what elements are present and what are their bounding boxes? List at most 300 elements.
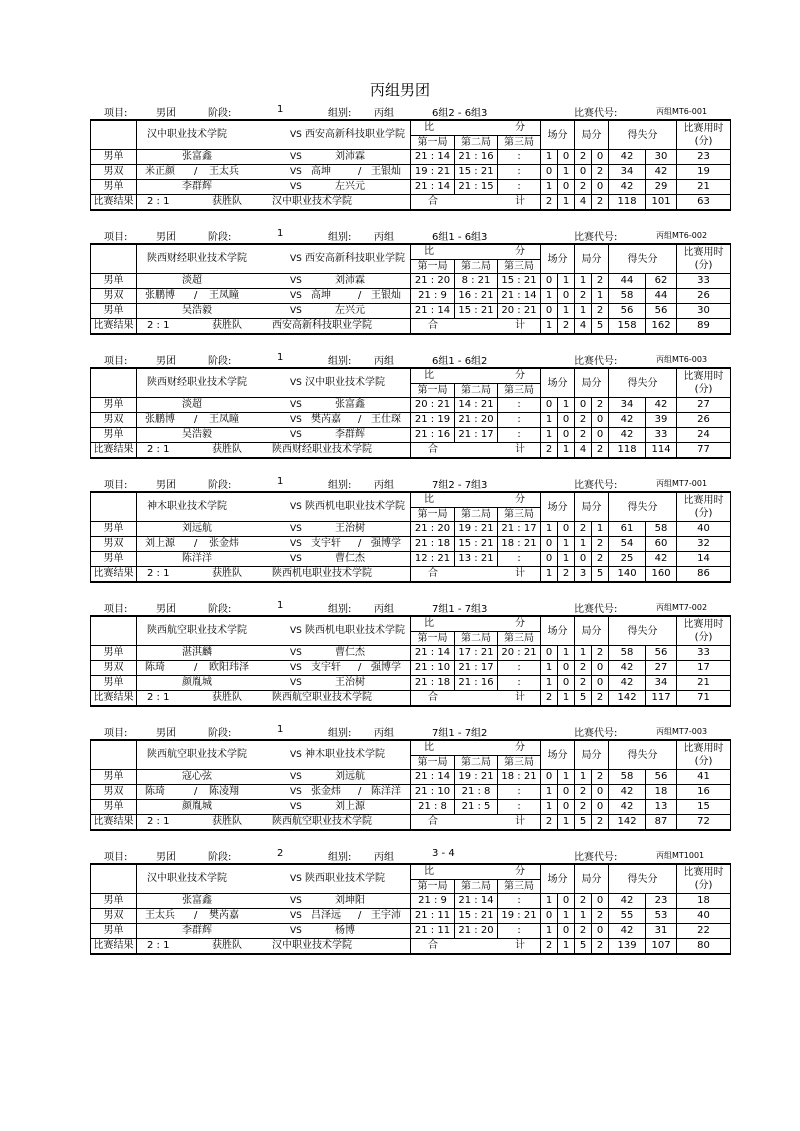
match-block [90,228,724,338]
match-code-value: 丙组MT6-001 [656,107,708,116]
games-won-b: 0 [592,428,609,443]
total-games-a: 3 [575,567,592,583]
total-games-b: 2 [592,939,609,955]
matches-won-a: 1 [541,428,558,443]
matches-won-b: 1 [558,304,575,319]
team-b-name: 陕西机电职业技术学院 [305,625,405,636]
player-b2: 陈洋洋 [371,786,401,797]
matches-won-a: 0 [541,165,558,180]
matches-won-b: 0 [558,522,575,537]
matches-won-a: 0 [541,304,558,319]
separator: / [194,166,198,177]
result-label: 比赛结果 [91,939,137,955]
total-points-b: 162 [646,319,677,335]
match-block [90,724,724,834]
game2-score: 21 : 17 [455,661,498,676]
result-cell [137,939,411,955]
score-header [411,616,541,631]
score-header-bi: 比 [424,618,434,630]
game2-score: 14 : 21 [455,398,498,413]
event-cell: 男单 [91,894,137,909]
duration-header [677,616,731,646]
group-label: 组别: [328,852,352,863]
total-matches-a: 2 [541,815,558,831]
total-cell [411,195,541,211]
games-won-a: 2 [575,180,592,195]
players-cell [137,165,411,180]
player-b: 杨博 [335,925,355,936]
game3-score: : [498,894,541,909]
game2-score: 21 : 14 [455,894,498,909]
score-header [411,120,541,135]
player-a: 张富鑫 [182,151,212,162]
matches-won-a: 1 [541,661,558,676]
match-code-value: 丙组MT7-003 [656,727,708,736]
total-duration: 71 [677,691,731,707]
games-won-b: 0 [592,924,609,939]
points-b: 44 [646,289,677,304]
result-cell [137,815,411,831]
matches-won-a: 1 [541,180,558,195]
points-a: 61 [609,522,646,537]
score-header-bi: 比 [424,866,434,878]
vs-label: VS [290,502,302,512]
games-won-b: 0 [592,894,609,909]
table-row [91,165,731,180]
event-cell: 男单 [91,676,137,691]
total-points-a: 118 [609,195,646,211]
result-row [91,443,731,459]
event-cell: 男单 [91,274,137,289]
game2-score: 15 : 21 [455,537,498,552]
matches-won-b: 0 [558,894,575,909]
match-block [90,600,724,710]
matches-won-header: 场分 [541,120,575,150]
duration-header-unit: (分) [694,880,713,891]
total-points-a: 158 [609,319,646,335]
points-header: 得失分 [609,368,677,398]
players-cell [137,274,411,289]
game3-score: : [498,180,541,195]
match-code-label: 比赛代号: [574,356,618,367]
duration-header-label: 比赛用时 [683,495,724,506]
duration-value: 41 [677,770,731,785]
total-ji: 计 [515,940,525,951]
total-points-a: 142 [609,691,646,707]
team-a-name: 陕西航空职业技术学院 [147,749,247,760]
players-cell [137,289,411,304]
player-a2: 王凤瞳 [209,290,239,301]
table-row [91,770,731,785]
score-header-fen: 分 [515,618,525,630]
result-row [91,691,731,707]
points-a: 58 [609,646,646,661]
stage-value: 1 [277,104,284,115]
match-table [90,615,731,707]
game3-score: : [498,785,541,800]
winner-name: 陕西机电职业技术学院 [272,568,372,579]
points-b: 62 [646,274,677,289]
game1-header: 第一局 [411,755,455,770]
games-won-b: 0 [592,800,609,815]
total-matches-b: 1 [558,939,575,955]
table-row [91,537,731,552]
winner-label: 获胜队 [212,320,242,331]
table-row [91,676,731,691]
match-code-value: 丙组MT1001 [656,851,705,860]
duration-header-label: 比赛用时 [683,619,724,630]
games-won-b: 2 [592,165,609,180]
total-matches-a: 2 [541,691,558,707]
matches-won-a: 1 [541,289,558,304]
total-games-a: 5 [575,815,592,831]
player-a: 张富鑫 [182,895,212,906]
score-header-bi: 比 [424,370,434,382]
table-row [91,304,731,319]
game2-score: 15 : 21 [455,304,498,319]
points-a: 42 [609,413,646,428]
project-value: 男团 [156,108,176,119]
total-ji: 计 [515,320,525,331]
group-value: 丙组 [374,232,394,243]
total-points-a: 140 [609,567,646,583]
points-b: 34 [646,676,677,691]
event-cell: 男双 [91,661,137,676]
games-won-a: 2 [575,522,592,537]
winner-name: 陕西财经职业技术学院 [272,444,372,455]
matches-won-a: 0 [541,398,558,413]
duration-header [677,740,731,770]
matches-won-b: 1 [558,398,575,413]
total-matches-b: 2 [558,567,575,583]
separator: / [358,662,362,673]
games-won-b: 0 [592,150,609,165]
game3-score: : [498,552,541,567]
points-a: 55 [609,909,646,924]
total-duration: 77 [677,443,731,459]
duration-value: 32 [677,537,731,552]
player-a: 李群辉 [182,925,212,936]
result-label: 比赛结果 [91,443,137,459]
project-value: 男团 [156,728,176,739]
game2-score: 17 : 21 [455,646,498,661]
matches-won-a: 0 [541,909,558,924]
total-games-a: 4 [575,195,592,211]
points-a: 34 [609,398,646,413]
table-row [91,522,731,537]
player-b2: 强博学 [371,538,401,549]
duration-value: 17 [677,661,731,676]
total-points-b: 101 [646,195,677,211]
game1-header: 第一局 [411,631,455,646]
group-value: 丙组 [374,852,394,863]
players-cell [137,676,411,691]
player-b1: 支宇轩 [311,662,341,673]
winner-label: 获胜队 [212,816,242,827]
winner-label: 获胜队 [212,568,242,579]
duration-value: 40 [677,909,731,924]
game1-score: 20 : 21 [411,398,455,413]
duration-value: 24 [677,428,731,443]
players-cell [137,785,411,800]
match-code-value: 丙组MT6-003 [656,355,708,364]
match-block [90,352,724,462]
points-a: 44 [609,274,646,289]
event-cell: 男单 [91,398,137,413]
winner-name: 陕西航空职业技术学院 [272,816,372,827]
points-b: 42 [646,398,677,413]
games-won-header: 局分 [575,492,609,522]
points-b: 53 [646,909,677,924]
points-a: 42 [609,785,646,800]
duration-header [677,244,731,274]
team-a-name: 汉中职业技术学院 [147,129,227,140]
games-won-b: 1 [592,289,609,304]
games-won-b: 2 [592,909,609,924]
duration-value: 16 [677,785,731,800]
separator: / [358,414,362,425]
duration-value: 18 [677,894,731,909]
total-cell [411,691,541,707]
match-block [90,104,724,214]
match-code-label: 比赛代号: [574,728,618,739]
result-cell [137,443,411,459]
game1-score: 21 : 19 [411,413,455,428]
winner-name: 陕西航空职业技术学院 [272,692,372,703]
player-a: 刘远航 [182,523,212,534]
player-b: 左兴元 [335,181,365,192]
game1-score: 19 : 21 [411,165,455,180]
pairing-value: 7组1 - 7组2 [432,728,488,739]
duration-value: 27 [677,398,731,413]
games-won-b: 2 [592,537,609,552]
total-points-a: 142 [609,815,646,831]
winner-name: 西安高新科技职业学院 [272,320,372,331]
matches-won-a: 1 [541,924,558,939]
vs-label: VS [290,524,302,534]
player-b: 左兴元 [335,305,365,316]
matches-won-a: 1 [541,413,558,428]
player-a: 陈洋洋 [182,553,212,564]
event-cell: 男单 [91,180,137,195]
player-b1: 高坤 [311,166,331,177]
player-b2: 强博学 [371,662,401,673]
match-table [90,491,731,583]
players-cell [137,894,411,909]
players-cell [137,537,411,552]
stage-value: 1 [277,600,284,611]
table-row [91,661,731,676]
points-b: 31 [646,924,677,939]
total-points-b: 87 [646,815,677,831]
game1-score: 21 : 8 [411,800,455,815]
player-b1: 吕泽远 [311,910,341,921]
game2-score: 19 : 21 [455,770,498,785]
total-matches-b: 1 [558,195,575,211]
teams-cell [137,864,411,894]
total-ji: 计 [515,444,525,455]
table-row [91,924,731,939]
game2-score: 19 : 21 [455,522,498,537]
stage-value: 1 [277,476,284,487]
total-games-a: 5 [575,691,592,707]
total-cell [411,815,541,831]
player-b: 刘沛霖 [335,151,365,162]
total-matches-b: 1 [558,443,575,459]
games-won-a: 2 [575,785,592,800]
table-row [91,646,731,661]
project-value: 男团 [156,356,176,367]
table-row [91,552,731,567]
result-score: 2 : 1 [147,320,170,331]
table-row [91,428,731,443]
total-matches-b: 1 [558,691,575,707]
vs-label: VS [290,152,302,162]
games-won-a: 2 [575,800,592,815]
matches-won-b: 1 [558,165,575,180]
player-b2: 王银灿 [371,290,401,301]
team-b-name: 西安高新科技职业学院 [305,253,405,264]
table-row [91,894,731,909]
games-won-a: 1 [575,274,592,289]
match-code-label: 比赛代号: [574,108,618,119]
game3-header: 第三局 [498,259,541,274]
duration-value: 22 [677,924,731,939]
game3-header: 第三局 [498,879,541,894]
teams-cell [137,740,411,770]
game2-score: 15 : 21 [455,165,498,180]
player-a: 寇心弦 [182,771,212,782]
total-duration: 63 [677,195,731,211]
total-games-a: 5 [575,939,592,955]
game1-header: 第一局 [411,507,455,522]
matches-won-a: 1 [541,150,558,165]
duration-value: 21 [677,676,731,691]
vs-label: VS [290,787,302,797]
game2-score: 21 : 17 [455,428,498,443]
points-a: 42 [609,894,646,909]
duration-header-label: 比赛用时 [683,371,724,382]
result-cell [137,195,411,211]
player-a2: 张金炜 [209,538,239,549]
games-won-b: 2 [592,398,609,413]
result-label: 比赛结果 [91,319,137,335]
game1-score: 21 : 20 [411,274,455,289]
group-value: 丙组 [374,356,394,367]
games-won-a: 2 [575,413,592,428]
team-b-name: 陕西职业技术学院 [305,873,385,884]
match-code-value: 丙组MT7-001 [656,479,708,488]
event-cell: 男双 [91,413,137,428]
vs-label: VS [290,648,302,658]
matches-won-a: 0 [541,537,558,552]
result-row [91,939,731,955]
total-ji: 计 [515,568,525,579]
player-a2: 欧阳玮泽 [209,662,249,673]
points-a: 42 [609,924,646,939]
games-won-a: 0 [575,398,592,413]
players-cell [137,646,411,661]
players-cell [137,180,411,195]
event-cell: 男单 [91,522,137,537]
event-cell: 男双 [91,785,137,800]
game3-header: 第三局 [498,383,541,398]
games-won-header: 局分 [575,616,609,646]
total-cell [411,443,541,459]
matches-won-header: 场分 [541,740,575,770]
games-won-b: 0 [592,180,609,195]
game1-score: 12 : 21 [411,552,455,567]
score-header [411,244,541,259]
event-cell: 男双 [91,537,137,552]
game1-score: 21 : 18 [411,537,455,552]
game1-score: 21 : 10 [411,785,455,800]
event-cell: 男单 [91,646,137,661]
players-cell [137,909,411,924]
game2-header: 第二局 [455,631,498,646]
match-code-label: 比赛代号: [574,232,618,243]
score-header-bi: 比 [424,122,434,134]
matches-won-b: 0 [558,413,575,428]
duration-value: 40 [677,522,731,537]
team-b-name: 神木职业技术学院 [305,749,385,760]
stage-label: 阶段: [208,728,232,739]
players-cell [137,398,411,413]
stage-value: 2 [277,848,284,859]
points-header: 得失分 [609,864,677,894]
vs-label: VS [290,772,302,782]
game3-header: 第三局 [498,507,541,522]
separator: / [194,414,198,425]
event-cell: 男单 [91,304,137,319]
game3-score: 19 : 21 [498,909,541,924]
project-value: 男团 [156,480,176,491]
result-score: 2 : 1 [147,940,170,951]
duration-value: 26 [677,289,731,304]
matches-won-b: 1 [558,770,575,785]
stage-label: 阶段: [208,852,232,863]
vs-label: VS [290,276,302,286]
player-a1: 刘上源 [145,538,175,549]
games-won-b: 0 [592,785,609,800]
match-code-label: 比赛代号: [574,604,618,615]
match-code-value: 丙组MT6-002 [656,231,708,240]
player-a1: 张鹏博 [145,290,175,301]
points-a: 54 [609,537,646,552]
table-row [91,785,731,800]
players-cell [137,661,411,676]
score-header-fen: 分 [515,742,525,754]
duration-value: 14 [677,552,731,567]
points-b: 30 [646,150,677,165]
matches-won-b: 0 [558,289,575,304]
player-a2: 樊芮嘉 [209,910,239,921]
vs-label: VS [290,415,302,425]
game1-score: 21 : 14 [411,150,455,165]
points-b: 58 [646,522,677,537]
matches-won-b: 1 [558,646,575,661]
duration-header [677,120,731,150]
players-cell [137,924,411,939]
match-code-value: 丙组MT7-002 [656,603,708,612]
duration-value: 15 [677,800,731,815]
vs-label: VS [290,663,302,673]
matches-won-b: 0 [558,676,575,691]
games-won-a: 2 [575,661,592,676]
game1-score: 21 : 20 [411,522,455,537]
players-cell [137,150,411,165]
duration-header-label: 比赛用时 [683,123,724,134]
